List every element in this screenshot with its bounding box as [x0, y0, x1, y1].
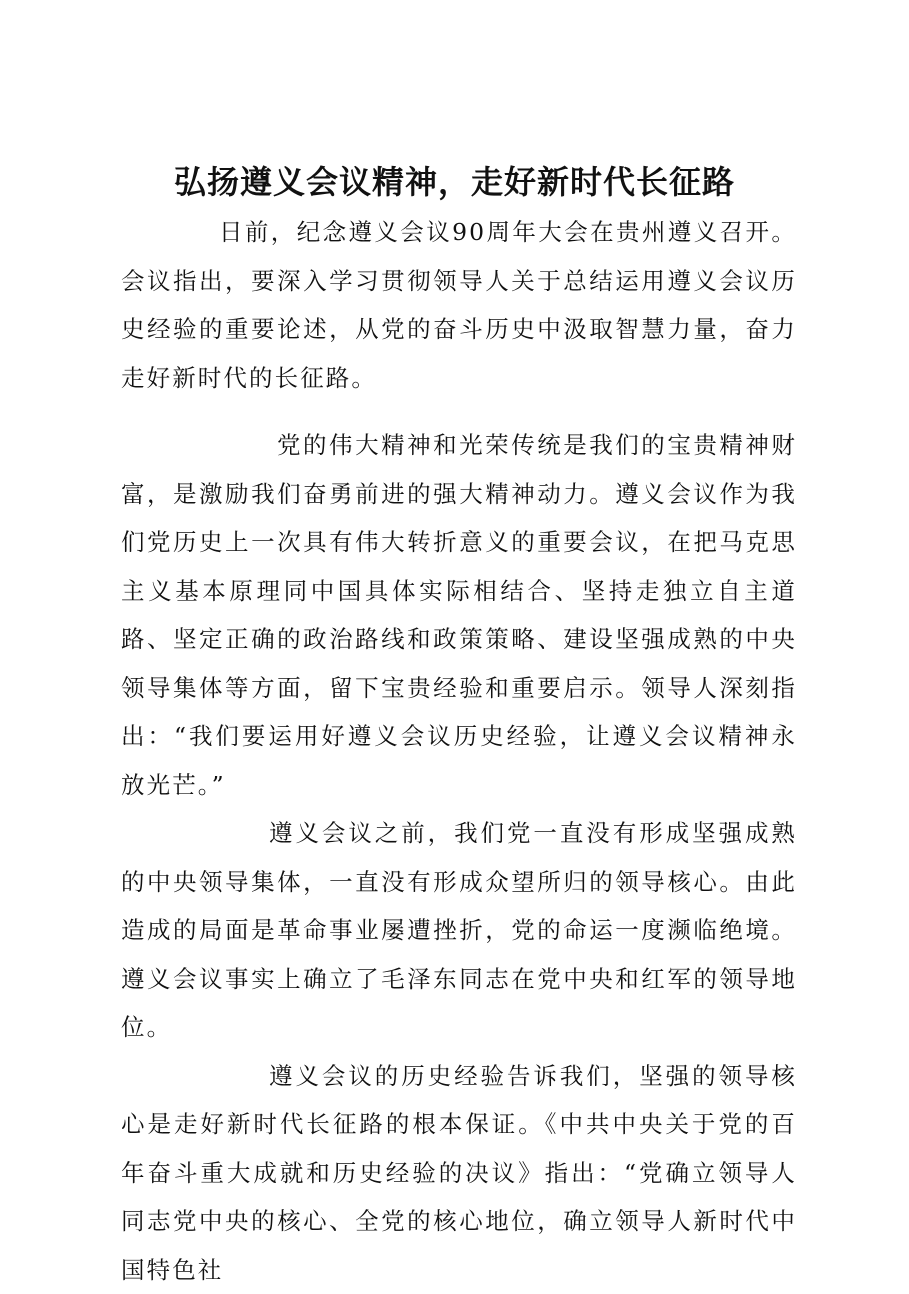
paragraph-1: 日前，纪念遵义会议90周年大会在贵州遵义召开。会议指出，要深入学习贯彻领导人关于总结运用遵义会议历史经验的重要论述，从党的奋斗历史中汲取智慧力量，奋力走好新时代的长征路。 — [121, 208, 797, 402]
paragraph-2: 党的伟大精神和光荣传统是我们的宝贵精神财富，是激励我们奋勇前进的强大精神动力。遵义会议作为我们党历史上一次具有伟大转折意义的重要会议，在把马克思主义基本原理同中国具体实际相结合、坚持走独立自主道路、坚定正确的政治路线和政策策略、建设坚强成熟的中央领导集体等方面，留下宝贵经验和重要启示。领导人深刻指出：“我们要运用好遵义会议历史经验，让遵义会议精神永放光芒。” — [121, 421, 797, 809]
paragraph-4: 遵义会议的历史经验告诉我们，坚强的领导核心是走好新时代长征路的根本保证。《中共中央关于党的百年奋斗重大成就和历史经验的决议》指出：“党确立领导人同志党中央的核心、全党的核心地位，确立领导人新时代中国特色社 — [121, 1052, 797, 1294]
document-body — [121, 208, 797, 1294]
paragraph-3: 遵义会议之前，我们党一直没有形成坚强成熟的中央领导集体，一直没有形成众望所归的领导核心。由此造成的局面是革命事业屡遭挫折，党的命运一度濒临绝境。遵义会议事实上确立了毛泽东同志在党中央和红军的领导地位。 — [121, 809, 797, 1052]
document-title: 弘扬遵义会议精神，走好新时代长征路 — [0, 158, 909, 206]
